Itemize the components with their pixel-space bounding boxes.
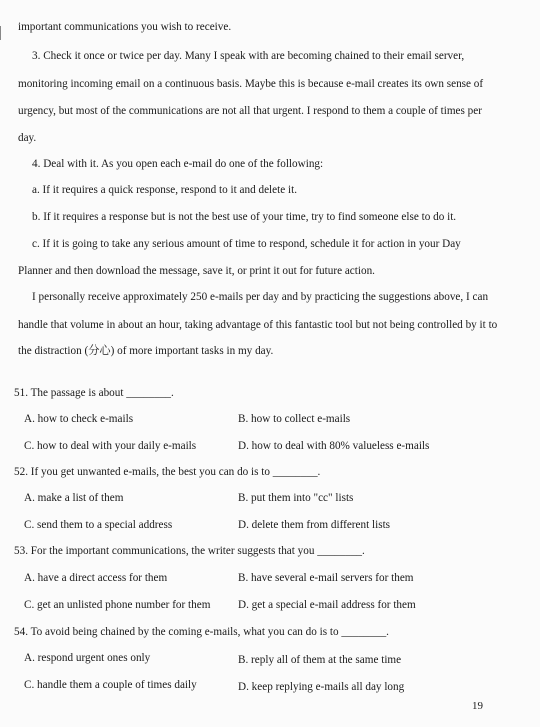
- passage-line: a. If it requires a quick response, respond to it and delete it.: [32, 184, 297, 196]
- option-c[interactable]: C. get an unlisted phone number for them: [24, 599, 211, 611]
- passage-line: urgency, but most of the communications are not all that urgent. I respond to them a couple of times per: [18, 105, 482, 117]
- option-a[interactable]: A. have a direct access for them: [24, 572, 168, 584]
- option-c[interactable]: C. send them to a special address: [24, 519, 173, 531]
- option-d[interactable]: D. get a special e-mail address for them: [238, 599, 416, 611]
- passage-line: the distraction (分心) of more important tasks in my day.: [18, 345, 274, 357]
- option-a[interactable]: A. make a list of them: [24, 492, 124, 504]
- passage-line: c. If it is going to take any serious amount of time to respond, schedule it for action in your Day: [32, 238, 461, 250]
- option-b[interactable]: B. have several e-mail servers for them: [238, 572, 414, 584]
- passage-line: 3. Check it once or twice per day. Many I speak with are becoming chained to their email server,: [32, 50, 465, 62]
- scan-edge-mark: [0, 26, 4, 40]
- option-b[interactable]: B. how to collect e-mails: [238, 413, 351, 425]
- option-c[interactable]: C. handle them a couple of times daily: [24, 679, 197, 691]
- question-stem: 53. For the important communications, the writer suggests that you ________.: [14, 545, 365, 557]
- passage-line: 4. Deal with it. As you open each e-mail do one of the following:: [32, 158, 324, 170]
- passage-line: day.: [18, 132, 37, 144]
- option-a[interactable]: A. respond urgent ones only: [24, 652, 151, 664]
- option-d[interactable]: D. keep replying e-mails all day long: [238, 681, 405, 693]
- passage-line: monitoring incoming email on a continuous basis. Maybe this is because e-mail creates its own sense of: [18, 78, 484, 90]
- option-b[interactable]: B. put them into "cc" lists: [238, 492, 354, 504]
- passage-line: handle that volume in about an hour, taking advantage of this fantastic tool but not being controlled by it to: [18, 319, 498, 331]
- option-d[interactable]: D. delete them from different lists: [238, 519, 391, 531]
- option-c[interactable]: C. how to deal with your daily e-mails: [24, 440, 197, 452]
- passage-line: I personally receive approximately 250 e-mails per day and by practicing the suggestions above, I can: [32, 291, 489, 303]
- option-b[interactable]: B. reply all of them at the same time: [238, 654, 402, 666]
- option-d[interactable]: D. how to deal with 80% valueless e-mails: [238, 440, 430, 452]
- question-stem: 52. If you get unwanted e-mails, the best you can do is to ________.: [14, 466, 321, 478]
- page-number: 19: [472, 700, 483, 712]
- passage-line: b. If it requires a response but is not the best use of your time, try to find someone else to do it.: [32, 211, 457, 223]
- passage-line: Planner and then download the message, save it, or print it out for future action.: [18, 265, 375, 277]
- passage-line: important communications you wish to receive.: [18, 21, 232, 33]
- question-stem: 54. To avoid being chained by the coming e-mails, what you can do is to ________.: [14, 626, 389, 638]
- option-a[interactable]: A. how to check e-mails: [24, 413, 134, 425]
- question-stem: 51. The passage is about ________.: [14, 387, 174, 399]
